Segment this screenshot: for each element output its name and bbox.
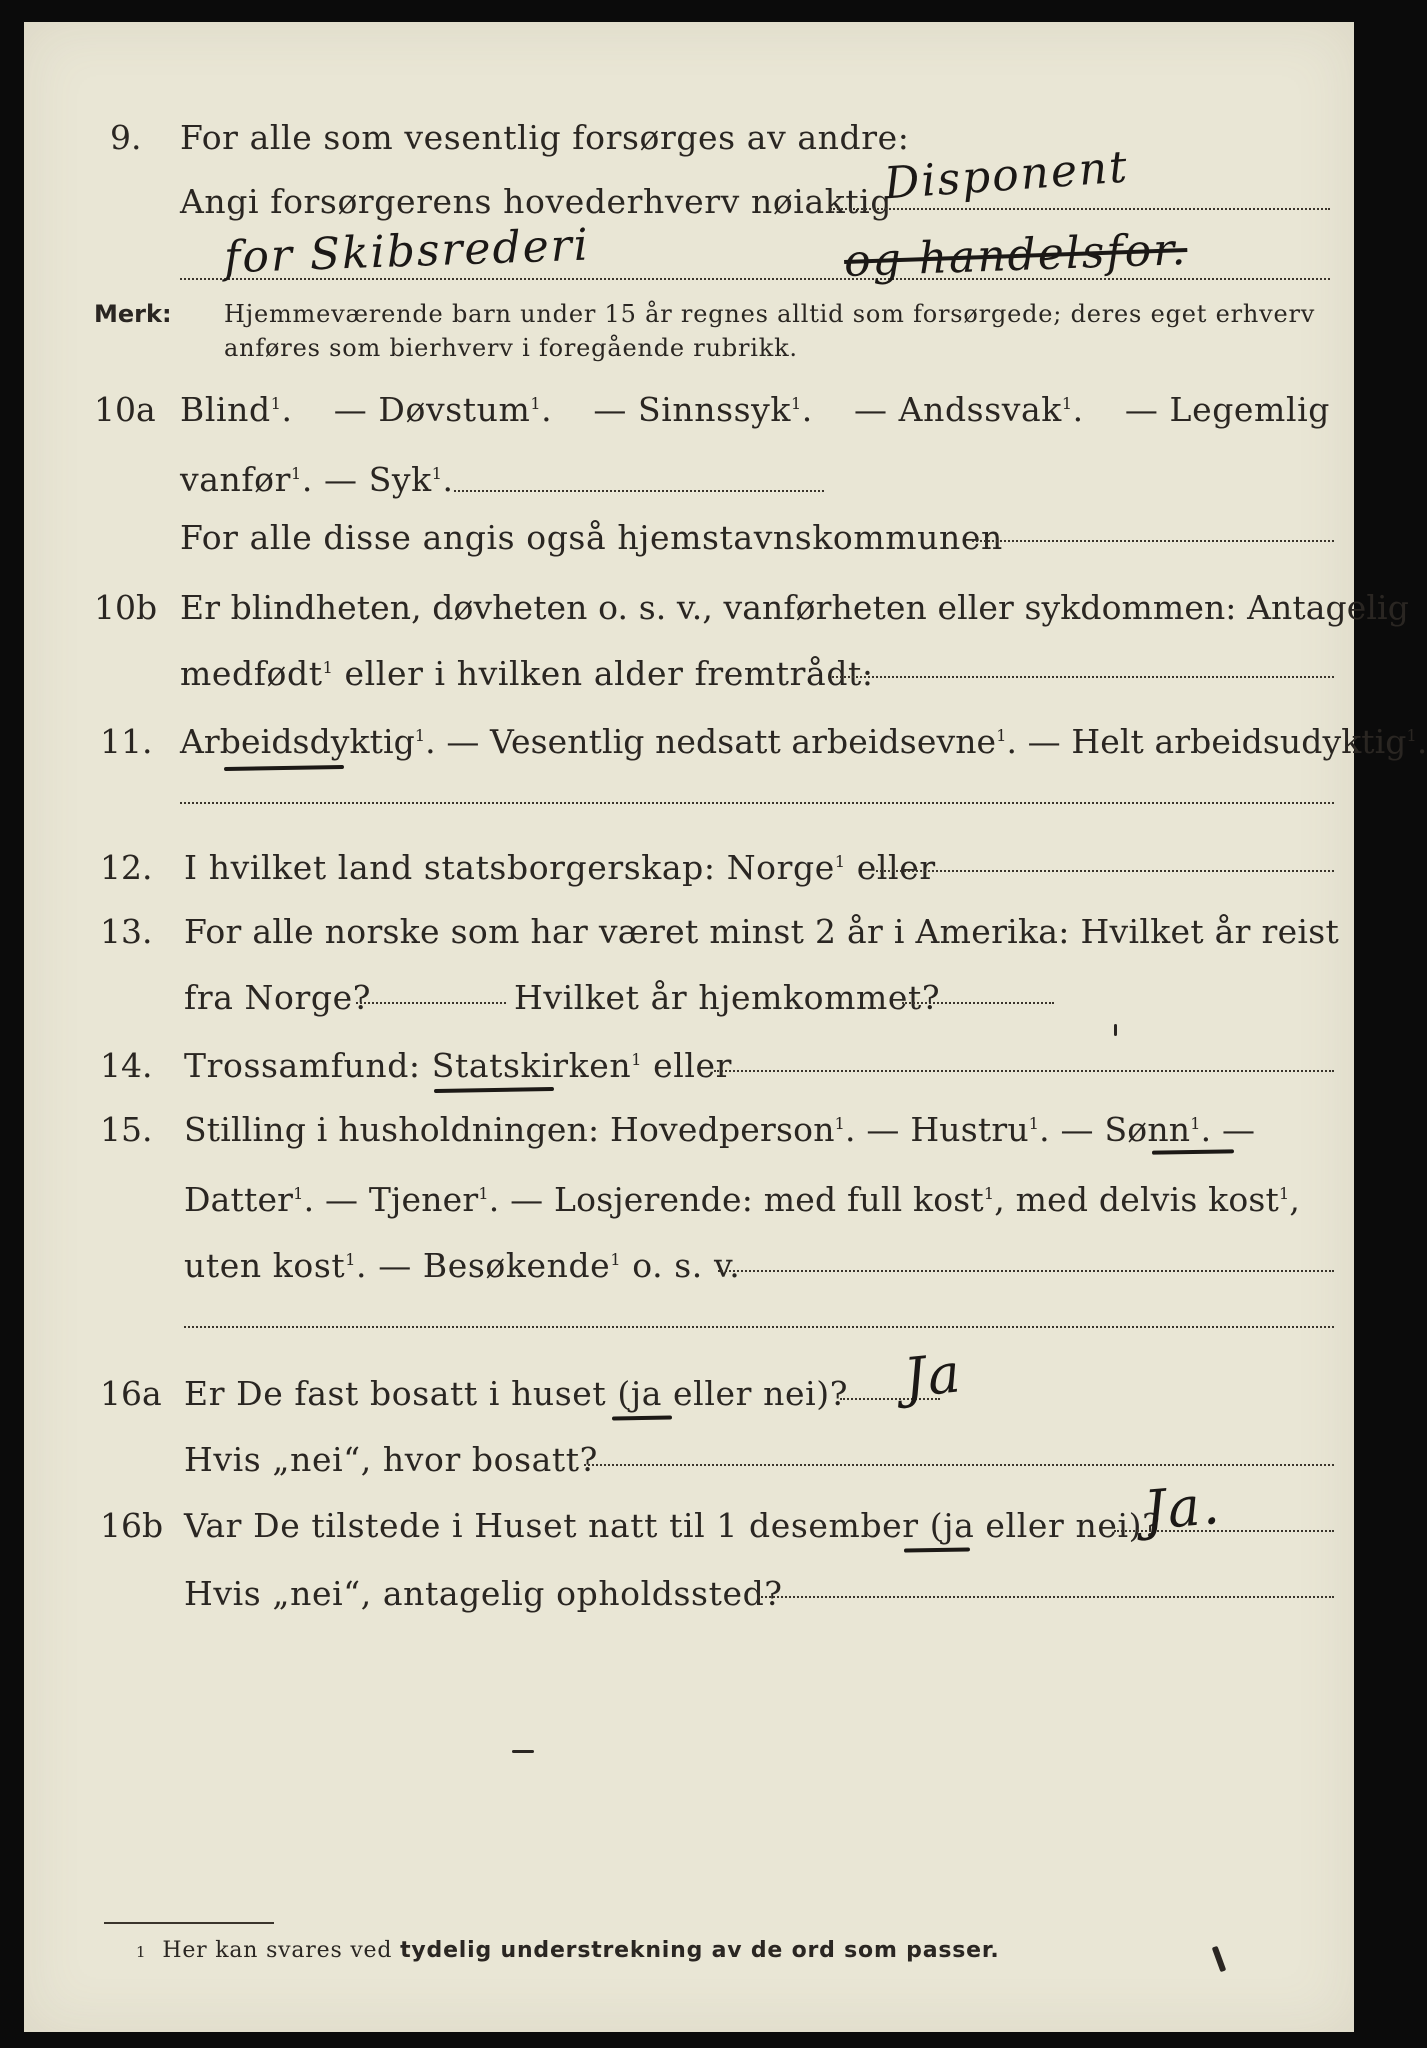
question-14-line: Trossamfund: Statskirken$^1$ eller — [184, 1046, 733, 1085]
answer-dotted-line — [876, 870, 1334, 872]
answer-dotted-line — [972, 540, 1334, 542]
handwritten-answer-struck-out: og handelsfor. — [843, 224, 1189, 287]
question-13-line-2a: fra Norge? — [184, 978, 372, 1017]
merk-note-line-1: Hjemmeværende barn under 15 år regnes alltid som forsørgede; deres eget erhverv — [224, 300, 1316, 328]
option-blind: Blind$^1$. — [180, 390, 293, 429]
merk-note-line-2: anføres som bierhverv i foregående rubrikk. — [224, 334, 798, 362]
answer-dotted-line — [584, 1464, 1334, 1466]
underline-mark-statskirken — [434, 1087, 554, 1093]
question-10b-line-2: medfødt$^1$ eller i hvilken alder fremtrådt: — [180, 654, 874, 693]
handwritten-answer-occupation-continued: for Skibsrederi — [223, 219, 591, 284]
question-13-line-1: For alle norske som har været minst 2 år i Amerika: Hvilket år reist — [184, 912, 1340, 951]
question-16b-line-1: Var De tilstede i Huset natt til 1 desember (ja eller nei)? — [184, 1506, 1161, 1545]
option-dovstum: — Døvstum$^1$. — [333, 390, 553, 429]
question-10b-number: 10b — [94, 588, 158, 627]
question-10a-line-3: For alle disse angis også hjemstavnskommunen — [180, 518, 1003, 557]
underline-mark-sonn — [1152, 1149, 1234, 1154]
stray-pen-mark — [1114, 1024, 1117, 1036]
question-12-line: I hvilket land statsborgerskap: Norge$^1$ eller — [184, 848, 936, 887]
handwritten-answer-16b: Ja. — [1141, 1472, 1224, 1543]
question-15-line-3: uten kost$^1$. — Besøkende$^1$ o. s. v. — [184, 1246, 741, 1285]
question-11-number: 11. — [100, 722, 153, 761]
question-13-line-2b: Hvilket år hjemkommet? — [514, 978, 941, 1017]
question-16a-number: 16a — [100, 1374, 162, 1413]
question-14-number: 14. — [100, 1046, 153, 1085]
question-16b-number: 16b — [100, 1506, 164, 1545]
answer-dotted-line — [830, 208, 1330, 210]
option-arbeidsdyktig: Arbeidsdyktig — [180, 722, 415, 761]
answer-dotted-line — [718, 1270, 1334, 1272]
answer-dotted-line — [902, 1002, 1054, 1004]
question-11-line: Arbeidsdyktig$^1$. — Vesentlig nedsatt arbeidsevne$^1$. — Helt arbeidsudyktig$^1$. — [180, 722, 1427, 761]
question-15-number: 15. — [100, 1110, 153, 1149]
option-statskirken: Statskirken — [431, 1046, 632, 1085]
stray-pen-mark — [512, 1750, 534, 1753]
question-13-number: 13. — [100, 912, 153, 951]
question-9-line-2: Angi forsørgerens hovederhverv nøiaktig — [180, 182, 893, 221]
option-legemlig: — Legemlig — [1124, 390, 1330, 429]
option-sonn: . — Sønn — [1039, 1110, 1191, 1149]
question-10a-line-2: vanfør$^1$. — Syk$^1$. — [180, 460, 454, 499]
merk-label: Merk: — [94, 300, 172, 328]
answer-dotted-line — [714, 1070, 1334, 1072]
handwritten-answer-occupation: Disponent — [882, 141, 1131, 210]
underline-mark-ja — [904, 1547, 970, 1552]
answer-dotted-line — [832, 676, 1334, 678]
question-15-line-2: Datter$^1$. — Tjener$^1$. — Losjerende: med full kost$^1$, med delvis kost$^1$, — [184, 1180, 1301, 1219]
option-andssvak: — Andssvak$^1$. — [853, 390, 1084, 429]
footnote-rule — [104, 1922, 274, 1924]
question-10a-number: 10a — [94, 390, 156, 429]
question-9-line-1: For alle som vesentlig forsørges av andre: — [180, 118, 910, 157]
question-16b-line-2: Hvis „nei“, antagelig opholdssted? — [184, 1574, 783, 1613]
question-16a-line-2: Hvis „nei“, hvor bosatt? — [184, 1440, 598, 1479]
question-10a-line-1 — [180, 390, 1330, 430]
census-form-page — [24, 22, 1427, 2032]
question-16a-line-1: Er De fast bosatt i huset (ja eller nei)? — [184, 1374, 848, 1413]
answer-dotted-line — [184, 1326, 1334, 1328]
answer-dotted-line — [356, 1002, 506, 1004]
handwritten-answer-16a: Ja — [900, 1341, 965, 1410]
option-sinnssyk: — Sinnssyk$^1$. — [593, 390, 813, 429]
question-15-line-1: Stilling i husholdningen: Hovedperson$^1$. — Hustru$^1$. — Sønn$^1$. — — [184, 1110, 1256, 1149]
answer-dotted-line — [454, 490, 824, 492]
answer-dotted-line — [180, 802, 1334, 804]
underline-mark-ja — [612, 1415, 672, 1420]
question-9-number: 9. — [110, 118, 142, 157]
stray-pen-mark — [1212, 1946, 1227, 1972]
underline-mark-arbeidsdyktig — [224, 765, 344, 771]
footnote: 1 Her kan svares ved tydelig understrekning av de ord som passer. — [136, 1938, 1000, 1963]
answer-dotted-line — [758, 1596, 1334, 1598]
question-10b-line-1: Er blindheten, døvheten o. s. v., vanførheten eller sykdommen: Antagelig — [180, 588, 1409, 627]
question-12-number: 12. — [100, 848, 153, 887]
